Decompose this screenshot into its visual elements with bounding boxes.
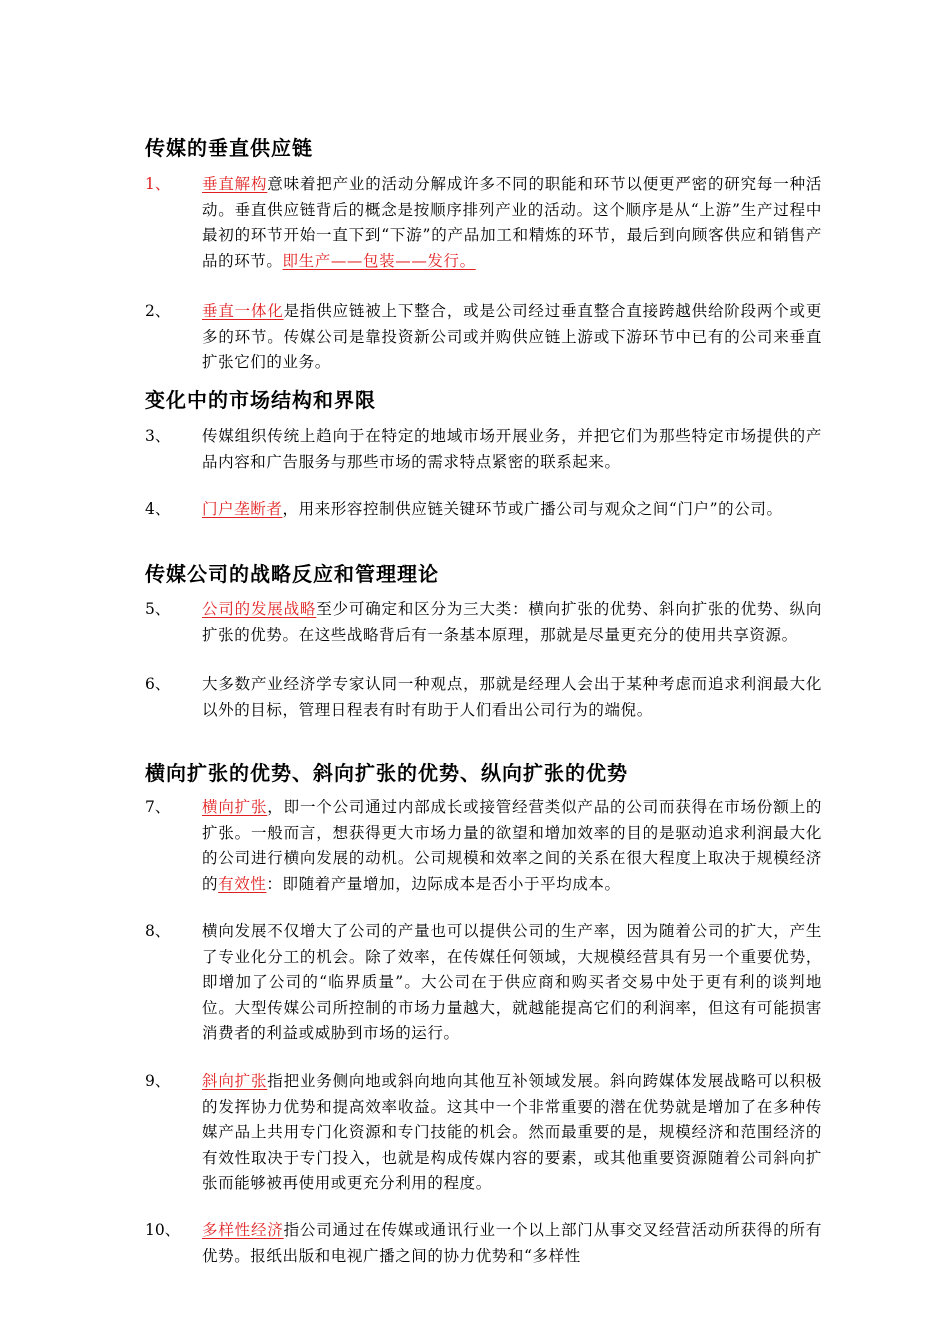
item-text: 至少可确定和区分为三大类：横向扩张的优势、斜向扩张的优势、纵向扩张的优势。在这些战略背后有一条基本原理，那就是尽量更充分的使用共享资源。 [202,600,822,644]
item-number: 1、 [145,175,171,193]
item-body [202,1069,822,1197]
item-body [202,299,822,376]
item-body [202,795,822,897]
section-heading-vertical-supply-chain: 传媒的垂直供应链 [145,136,313,160]
key-term: 垂直一体化 [202,302,284,320]
item-text: 是指供应链被上下整合，或是公司经过垂直整合直接跨越供给阶段两个或更多的环节。传媒公司是靠投资新公司或并购供应链上游或下游环节中已有的公司来垂直扩张它们的业务。 [202,302,822,371]
key-term: 门户垄断者 [202,500,283,518]
key-term: 垂直解构 [202,175,268,193]
item-text: ，即一个公司通过内部成长或接管经营类似产品的公司而获得在市场份额上的扩张。一般而言，想获得更大市场力量的欲望和增加效率的目的是驱动追求利润最大化的公司进行横向发展的动机。公司规模和效率之间的关系在很大程度上取决于规模经济的 [202,798,823,893]
item-number: 7、 [145,798,171,816]
item-number: 3、 [145,427,171,445]
item-number: 6、 [145,675,171,693]
key-term: 公司的发展战略 [202,600,317,618]
item-body [202,597,822,648]
key-term-tail: 即生产——包装——发行。 [282,251,476,270]
item-text: ，用来形容控制供应链关键环节或广播公司与观众之间“门户”的公司。 [282,500,783,518]
item-number: 8、 [145,922,171,940]
section-heading-expansion: 横向扩张的优势、斜向扩张的优势、纵向扩张的优势 [145,761,628,785]
item-number: 4、 [145,500,171,518]
item-text: 指把业务侧向地或斜向地向其他互补领域发展。斜向跨媒体发展战略可以积极的发挥协力优势和提高效率收益。这其中一个非常重要的潜在优势就是增加了在多种传媒产品上共用专门化资源和专门技能的机会。然而最重要的是，规模经济和范围经济的有效性取决于专门投入，也就是构成传媒内容的要素，或其他重要资源随着公司斜向扩张而能够被再使用或更充分利用的程度。 [202,1072,823,1192]
item-body [202,497,822,523]
item-number: 5、 [145,600,171,618]
item-number: 10、 [145,1221,181,1239]
item-number: 9、 [145,1072,171,1090]
item-text-tail: ：即随着产量增加，边际成本是否小于平均成本。 [266,874,621,893]
item-text: 意味着把产业的活动分解成许多不同的职能和环节以便更严密的研究每一种活动。垂直供应链背后的概念是按顺序排列产业的活动。这个顺序是从“上游”生产过程中最初的环节开始一直下到“下游”的产品加工和精炼的环节，最后到向顾客供应和销售产品的环节。 [202,175,823,270]
item-body [202,424,822,475]
item-body [202,172,822,274]
item-text: 指公司通过在传媒或通讯行业一个以上部门从事交叉经营活动所获得的所有优势。报纸出版和电视广播之间的协力优势和“多样性 [202,1221,822,1265]
item-text: 大多数产业经济学专家认同一种观点，那就是经理人会出于某种考虑而追求利润最大化以外的目标，管理日程表有时有助于人们看出公司行为的端倪。 [202,675,822,719]
item-text: 横向发展不仅增大了公司的产量也可以提供公司的生产率，因为随着公司的扩大，产生了专业化分工的机会。除了效率，在传媒任何领域，大规模经营具有另一个重要优势，即增加了公司的“临界质量”。大公司在于供应商和购买者交易中处于更有利的谈判地位。大型传媒公司所控制的市场力量越大，就越能提高它们的利润率，但这有可能损害消费者的利益或威胁到市场的运行。 [202,922,822,1042]
key-term: 多样性经济 [202,1221,284,1239]
item-body [202,1218,822,1269]
key-term: 横向扩张 [202,798,268,816]
item-number: 2、 [145,302,171,320]
item-body [202,919,822,1047]
item-body [202,672,822,723]
section-heading-market-structure: 变化中的市场结构和界限 [145,388,376,412]
item-text: 传媒组织传统上趋向于在特定的地域市场开展业务，并把它们为那些特定市场提供的产品内容和广告服务与那些市场的需求特点紧密的联系起来。 [202,427,822,471]
key-term: 斜向扩张 [202,1072,268,1090]
section-heading-strategy: 传媒公司的战略反应和管理理论 [145,562,439,586]
key-term-secondary: 有效性 [218,874,267,893]
